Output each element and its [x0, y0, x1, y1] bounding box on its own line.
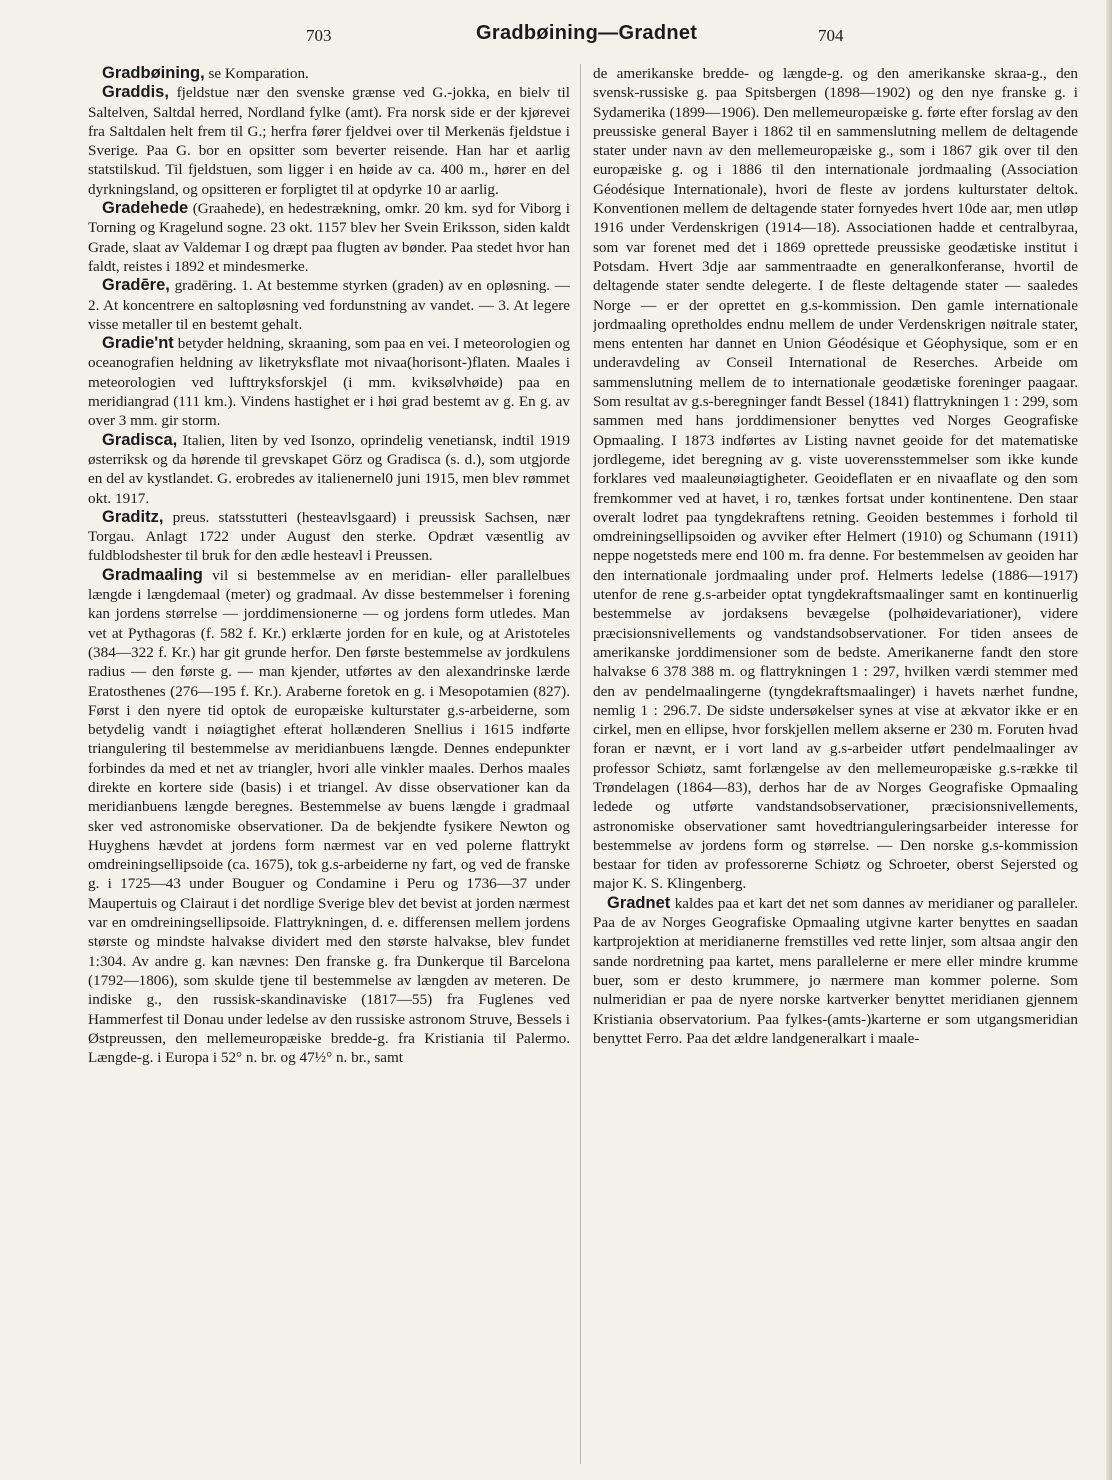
entry-headword: Gradmaaling — [102, 565, 203, 584]
column-divider — [580, 64, 581, 1464]
entry-text: betyder heldning, skraaning, som paa en vei. I meteorologien og oceanografien heldning av liketryksflate mot nivaa(horisont-)flaten. Maales i meteorologien ved lufttryksforskjel (i mm. kviksølvhøide) paa en meridiangrad (111 km.). Vindens hastighet er i høi grad bestemt av g. En g. av over 3 mm. gir storm. — [88, 335, 570, 430]
dictionary-entry — [88, 566, 570, 1068]
dictionary-entry — [88, 83, 570, 199]
entry-headword: Graddis, — [102, 83, 169, 102]
entry-text: vil si bestemmelse av en meridian- eller parallelbues længde i længdemaal (meter) og gradmaal. Av disse bestemmelser i forening kan jordens størrelse — jorddimensionerne — og jordens form utledes. Man vet at Pythagoras (f. 582 f. Kr.) erklærte jorden for en kule, og at Aristoteles (384—322 f. Kr.) har git grunde herfor. Den første bestemmelse av jordkulens radius — den første g. — man kjender, utførtes av den alexandrinske lærde Eratosthenes (276—195 f. Kr.). Araberne foretok en g. i Mesopotamien (827). Først i den nyere tid optok de europæiske kulturstater g.s-arbeiderne, som betydelig vandt i nøiagtighet efterat hollænderen Snellius i 1615 indførte triangulering til bestemmelse av meridianbuens længde. Dennes endepunkter forbindes da med et net av triangler, hvori alle vinkler maales. Derhos maales direkte en kortere side (basis) i et triangel. Av disse observationer kan da meridianbuens længde beregnes. Bestemmelse av buens længde i gradmaal sker ved astronomiske observationer. Da de bekjendte fysikere Newton og Huyghens hævdet at jordens form nærmest var en ved polerne flattrykt omdreiningsellipsoide (ca. 1675), tok g.s-arbeiderne ny fart, og ved de franske g. i 1725—43 under Bouguer og Condamine i Peru og 1736—37 under Maupertuis og Clairaut i det nordlige Sverige blev det bevist at jorden nærmest var en omdreiningsellipsoide. Flattrykningen, d. e. differensen mellem jordens største og mindste halvakse dividert med den største halvakse, blev fundet 1:304. Av andre g. kan nævnes: Den franske g. fra Dunkerque til Barcelona (1792—1806), som skulde tjene til bestemmelse av længden av meteren. De indiske g., den russisk-skandinaviske (1817—55) fra Fuglenes ved Hammerfest til Donau under ledelse av den russiske astronom Struve, Bessels i Østpreussen, den mellemeuropæiske bredde-g. fra Kristiania til Palermo. Længde-g. i Europa i 52° n. br. og 47½° n. br., samt — [88, 566, 570, 1067]
page-edge — [1106, 0, 1112, 1480]
entry-headword: Gradie'nt — [102, 334, 174, 353]
left-column — [88, 64, 570, 1464]
entry-headword: Gradisca, — [102, 430, 178, 449]
entry-headword: Gradēre, — [102, 276, 170, 295]
entry-text: fjeldstue nær den svenske grænse ved G.-jokka, en bielv til Saltelven, Saltdal herred, Nordland fylke (amt). Fra norsk side er der kjørevei fra Saltdalen helt frem til G.; herfra fører fjeldvei over til Merkenäs fjeldstue i Sverige. Paa G. bor en opsitter som beverter reisende. Han har et aarlig statstilskud. Til fjeldstuen, som ligger i en høide av ca. 400 m., hører en del dyrkningsland, og opsitteren er forpligtet til at opdyrke 10 ar aarlig. — [88, 84, 570, 198]
entry-headword: Gradnet — [607, 893, 671, 912]
page-header — [0, 20, 1112, 50]
dictionary-entry — [88, 199, 570, 276]
page-number-left: 703 — [306, 26, 332, 45]
dictionary-entry — [88, 334, 570, 430]
dictionary-entry — [88, 276, 570, 334]
running-title: Gradbøining—Gradnet — [476, 22, 698, 44]
entry-text: de amerikanske bredde- og længde-g. og den amerikanske skraa-g., den svensk-russiske g. paa Spitsbergen (1898—1902) og den nye franske g. i Sydamerika (1899—1906). Den mellemeuropæiske g. førte efter forslag av den preussiske general Bayer i 1862 til en sammenslutning mellem de deltagende stater under navn av den mellemeuropæiske g., som i 1867 gik over til den europæiske g. og i 1886 til den internationale jordmaaling (Association Géodésique Internationale), hvori de fleste av jordens kulturstater deltok. Konventionen mellem de deltagende stater fornyedes hvert 10de aar, men utløp 1916 under Verdenskrigen (1914—18). Associationen hadde et centralbyraa, som var forenet med det i 1869 oprettede preussiske geodætiske institut i Potsdam. Hvert 3dje aar sammentraadte en generalkonferanse, hvortil de deltagende stater sendte delegerte. I de fleste deltagende stater — saaledes Norge — er der oprettet en g.s-kommission. Den gamle internationale jordmaaling opretholdes endnu mellem de under Verdenskrigen nøitrale stater, mens ententen har dannet en Union Géodésique et Géophysique, som er en underavdeling av Conseil International de Reserches. Arbeide om sammenslutning mellem de to internationale geodætiske foreninger paagaar. Som resultat av g.s-beregninger fandt Bessel (1841) flattrykningen 1 : 299, som sammen med hans jorddimensioner benyttes ved Norges Geografiske Opmaaling. I 1873 indførtes av Listing navnet geoide for det matematiske jordlegeme, idet beregning av g. viste uoverensstemmelser som ikke kunde forklares ved maaleunøiagtigheter. Geoideflaten er en nivaaflate og den som fremkommer ved at havet, i ro, tænkes fortsat under kontinentene. Den staar overalt lodret paa tyngdekraftens retning. Geoiden bestemmes i forhold til omdreiningsellipsoiden og avviker efter Helmert (1910) og Schumann (1911) neppe nogetsteds mere end 100 m. fra denne. For bestemmelsen av geoiden har den internationale jordmaaling under prof. Helmerts ledelse (1886—1917) utenfor de rene g.s-arbeider optat tyngdekraftsmaalinger samt en kontinuerlig bestemmelse av jordaksens bevægelse (polhøidevariationer), videre præcisionsnivellements og vandstandsobservationer. For tiden ansees de amerikanske jorddimensioner som de bedste. Amerikanerne fandt den store halvakse 6 378 388 m. og flattrykningen 1 : 297, hvilken værdi stemmer med den av pendelmaalingerne (tyngdekraftsmaalinger) i havets nærhet fundne, nemlig 1 : 296.7. De sidste undersøkelser synes at vise at ækvator ikke er en cirkel, men en ellipse, hvor forskjellen mellem akserne er 230 m. Foruten hvad foran er nævnt, er i vort land av g.s-arbeider utført pendelmaalinger av professor Schiøtz, samt forlængelse av den mellemeuropæiske g.s-række til Trøndelagen (1864—83), derhos har de av Norges Geografiske Opmaaling ledede og utførte vandstandsobservationer, præcisionsnivellements, astronomiske observationer samt hovedtrianguleringsarbeider interesse for bestemmelse av jordens form og størrelse. — Den norske g.s-kommission bestaar for tiden av professorerne Schiøtz og Schroeter, oberst Sejersted og major K. S. Klingenberg. — [593, 65, 1078, 893]
entry-text: (Graahede), en hedestrækning, omkr. 20 km. syd for Viborg i Torning og Kragelund sogne. 23 okt. 1157 blev her Svein Eriksson, siden kaldt Grade, slaat av Valdemar I og dræpt paa flugten av bønder. Paa stedet hvor han faldt, reistes i 1892 et mindesmerke. — [88, 200, 570, 275]
entry-text: preus. statsstutteri (hesteavlsgaard) i preussisk Sachsen, nær Torgau. Anlagt 1722 under August den sterke. Opdræt væsentlig av fuldblodshester til bruk for den ædle hesteavl i Preussen. — [88, 508, 570, 565]
dictionary-entry — [88, 508, 570, 566]
entry-headword: Gradbøining, — [102, 64, 205, 82]
dictionary-entry — [593, 894, 1078, 1048]
entry-text: se Komparation. — [204, 65, 309, 82]
dictionary-entry — [593, 64, 1078, 894]
dictionary-entry — [88, 431, 570, 508]
page-number-right: 704 — [818, 26, 844, 45]
entry-text: gradēring. 1. At bestemme styrken (graden) av en opløsning. — 2. At koncentrere en saltopløsning ved fordunstning av vandet. — 3. At legere visse metaller til en bestemt gehalt. — [88, 277, 570, 333]
entry-headword: Gradehede — [102, 199, 189, 218]
entry-text: kaldes paa et kart det net som dannes av meridianer og paralleler. Paa de av Norges Geografiske Opmaaling utgivne karter benyttes en saadan kartprojektion at meridianerne fremstilles ved rette linjer, som altsaa angir den sande nordretning paa kartet, mens parallelerne er mere eller mindre krumme buer, som er desto krummere, jo nærmere man kommer polerne. Som nulmeridian er paa de nyere norske kartverker benyttet meridianen gjennem Kristiania observatorium. Paa fylkes-(amts-)karterne er som utgangsmeridian benyttet Ferro. Paa det ældre landgeneralkart i maale- — [593, 894, 1078, 1047]
entry-headword: Graditz, — [102, 507, 164, 526]
dictionary-entry — [88, 64, 570, 83]
right-column — [593, 64, 1078, 1464]
entry-text: Italien, liten by ved Isonzo, oprindelig venetiansk, indtil 1919 østerriksk og da hørende til grevskapet Görz og Gradisca (s. d.), som utgjorde en del av kystlandet. G. erobredes av italienernel0 juni 1915, men blev rømmet okt. 1917. — [88, 431, 570, 507]
